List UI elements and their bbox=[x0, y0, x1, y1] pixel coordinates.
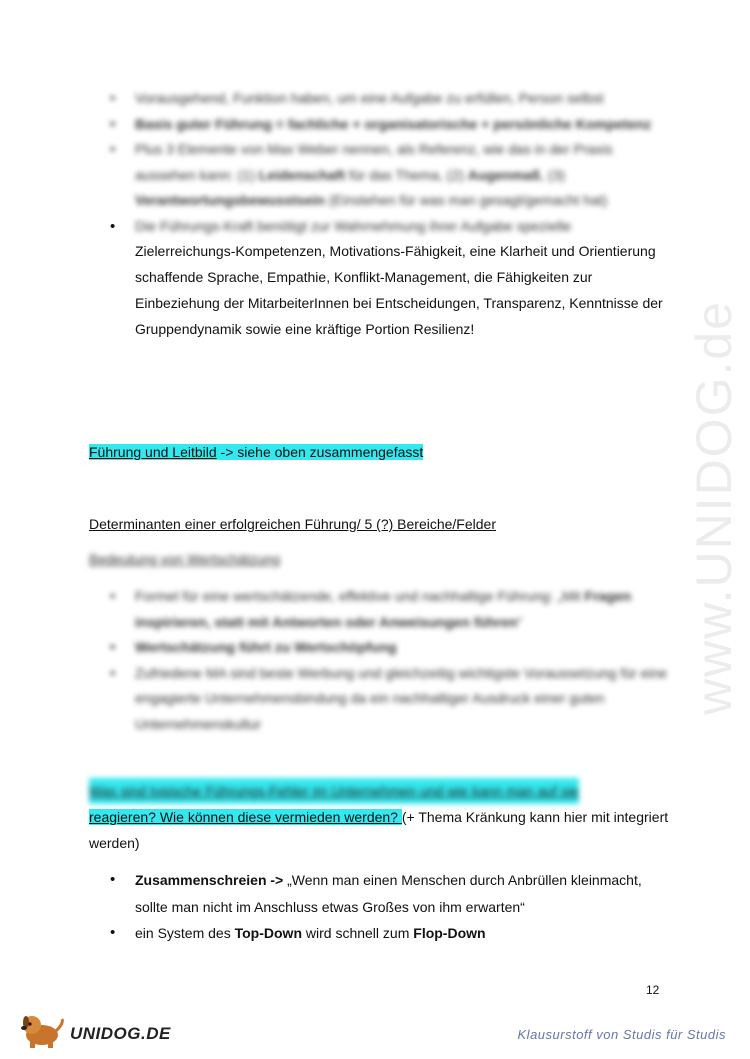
list-item-text: Basis guter Führung = fachliche + organisatorische + persönliche Kompetenz bbox=[135, 115, 652, 132]
question-rest: (+ Thema Kränkung kann hier mit integriert werden) bbox=[89, 809, 669, 851]
list-item-text: wird schnell zum bbox=[302, 925, 414, 941]
list-item bbox=[110, 137, 670, 214]
list-item-text: (Einstehen für was man gesagt/gemacht hat) bbox=[324, 192, 608, 208]
list-item-text: „Wenn man einen Menschen durch Anbrüllen kleinmacht, sollte man nicht im Anschluss etwas Großes von ihm erwarten“ bbox=[135, 872, 642, 915]
list-item-text: “ bbox=[517, 613, 523, 630]
list-item-text: ein System des bbox=[135, 925, 235, 941]
bullet-list-fehler bbox=[110, 867, 670, 947]
list-item-bold: Fragen inspirieren, statt mit Antworten oder Anweisungen führen bbox=[135, 588, 632, 630]
dog-icon bbox=[18, 1013, 70, 1049]
list-item-text: Formel für eine wertschätzende, effektive und nachhaltige Führung: „Mit bbox=[135, 588, 585, 604]
list-item-bold: Top-Down bbox=[234, 925, 302, 941]
fuehrung-leitbild-rest: -> siehe oben zusammengefasst bbox=[216, 444, 424, 460]
list-item-blurred-text: • Die Führungs-Kraft benötigt zur Wahrnehmung ihrer Aufgabe spezielle bbox=[135, 217, 572, 234]
list-item bbox=[110, 661, 670, 738]
list-item-text: Wertschätzung führt zu Wertschöpfung bbox=[135, 639, 397, 655]
list-item-text: Vorausgehend, Funktion haben, um eine Aufgabe zu erfüllen, Person selbst bbox=[135, 90, 604, 106]
fuehrung-leitbild-link[interactable]: Führung und Leitbild bbox=[89, 444, 217, 460]
unidog-logo bbox=[18, 1013, 171, 1049]
fuehrung-leitbild-line bbox=[89, 439, 669, 465]
list-item bbox=[110, 214, 670, 343]
list-item-text: für das Thema, (2) bbox=[345, 166, 468, 183]
page-number: 12 bbox=[646, 983, 660, 997]
question-paragraph bbox=[89, 778, 669, 856]
footer-tagline: Klausurstoff von Studis für Studis bbox=[517, 1027, 726, 1042]
list-item-bold: Verantwortungsbewusstsein bbox=[135, 192, 325, 208]
question-link[interactable]: reagieren? Wie können diese vermieden werden? bbox=[89, 809, 402, 825]
list-item-text: Zielerreichungs-Kompetenzen, Motivations-Fähigkeit, eine Klarheit und Orientierung schaffende Sprache, Empathie, Konflikt-Management, die Fähigkeiten zur Einbeziehung der MitarbeiterInnen bei Entscheidungen, Transparenz, Kenntnisse der Gruppendynamik sowie eine kräftige Portion Resilienz! bbox=[135, 243, 663, 337]
watermark: www.UNIDOG.de bbox=[686, 300, 742, 715]
question-blurred-link[interactable]: Was sind typische Führungs-Fehler im Unternehmen und wie kann man auf sie bbox=[89, 778, 579, 804]
list-item-bold: Flop-Down bbox=[413, 925, 486, 941]
list-item-text: Plus 3 Elemente von Max Weber nennen, als Referenz, wie das in der Praxis aussehen kann: (1) bbox=[135, 141, 613, 183]
wertschaetzung-heading: Bedeutung von Wertschätzung bbox=[89, 551, 281, 567]
determinanten-heading: Determinanten einer erfolgreichen Führung/ 5 (?) Bereiche/Felder bbox=[89, 516, 496, 532]
list-item-bold: Leidenschaft bbox=[258, 166, 346, 183]
logo-text: UNIDOG.DE bbox=[70, 1024, 171, 1043]
list-item bbox=[110, 635, 670, 661]
list-item-bold: Augenmaß bbox=[467, 166, 541, 183]
list-item bbox=[110, 86, 670, 112]
bullet-list-wertschaetzung bbox=[110, 584, 670, 737]
list-item bbox=[110, 867, 670, 920]
list-item-bold: Zusammenschreien -> bbox=[135, 872, 284, 888]
list-item bbox=[110, 112, 670, 138]
list-item bbox=[110, 920, 670, 947]
bullet-list-fuehrung bbox=[110, 86, 670, 342]
list-item-text: Zufriedene MA sind beste Werbung und gleichzeitig wichtigste Voraussetzung für eine engagierte Unternehmensbindung da ein nachhaltiger Ausdruck einer guten Unternehmenskultur bbox=[135, 664, 668, 732]
list-item bbox=[110, 584, 670, 635]
list-item-text: , (3) bbox=[540, 166, 566, 183]
